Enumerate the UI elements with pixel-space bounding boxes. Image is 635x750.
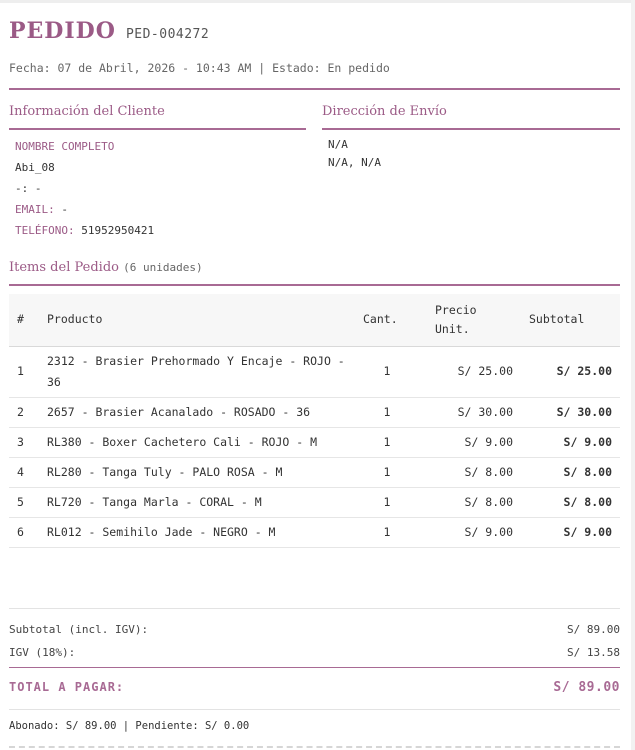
shipping-info <box>328 136 381 172</box>
row-product: RL380 - Boxer Cachetero Cali - ROJO - M <box>43 427 351 457</box>
row-price: S/ 8.00 <box>423 457 517 487</box>
row-price: S/ 30.00 <box>423 397 517 427</box>
total-value: S/ 89.00 <box>553 680 620 695</box>
row-subtotal: S/ 9.00 <box>517 427 620 457</box>
subtotal-value: S/ 89.00 <box>567 623 620 636</box>
order-id: PED-004272 <box>125 27 210 42</box>
shipping-section-title: Dirección de Envío <box>322 104 447 119</box>
col-product-header: Producto <box>47 312 103 327</box>
col-subtotal-header: Subtotal <box>529 312 585 327</box>
table-row <box>9 457 620 487</box>
phone-label: TELÉFONO: <box>15 224 75 237</box>
customer-info <box>15 136 154 241</box>
row-qty: 1 <box>351 457 423 487</box>
items-divider <box>9 284 620 286</box>
igv-label: IGV (18%): <box>9 646 76 659</box>
row-num: 3 <box>9 427 43 457</box>
table-row <box>9 346 620 397</box>
header-divider <box>9 88 620 90</box>
items-count: (6 unidades) <box>123 261 203 274</box>
order-meta: Fecha: 07 de Abril, 2026 - 10:43 AM | Estado: En pedido <box>9 61 390 75</box>
document-header <box>9 18 619 44</box>
row-product: RL280 - Tanga Tuly - PALO ROSA - M <box>43 457 351 487</box>
customer-divider <box>9 128 306 130</box>
items-title-text: Items del Pedido <box>9 260 119 275</box>
page-title: PEDIDO <box>9 18 116 44</box>
table-row <box>9 397 620 427</box>
row-subtotal: S/ 8.00 <box>517 487 620 517</box>
items-table <box>9 294 620 548</box>
customer-name-value: Abi_08 <box>15 161 55 174</box>
right-border <box>631 0 635 750</box>
row-num: 4 <box>9 457 43 487</box>
subtotal-label: Subtotal (incl. IGV): <box>9 623 149 636</box>
customer-document: -: - <box>15 182 42 195</box>
table-row <box>9 487 620 517</box>
grand-total-row <box>9 680 620 695</box>
customer-phone <box>15 220 154 241</box>
shipping-line-1: N/A <box>328 138 348 151</box>
row-price: S/ 9.00 <box>423 517 517 547</box>
row-price: S/ 25.00 <box>423 346 517 397</box>
total-divider <box>9 667 620 668</box>
row-subtotal: S/ 9.00 <box>517 517 620 547</box>
row-qty: 1 <box>351 346 423 397</box>
row-qty: 1 <box>351 487 423 517</box>
row-qty: 1 <box>351 397 423 427</box>
items-section-title <box>9 260 203 275</box>
row-num: 1 <box>9 346 43 397</box>
shipping-divider <box>322 128 620 130</box>
shipping-line-2: N/A, N/A <box>328 156 381 169</box>
row-product: RL012 - Semihilo Jade - NEGRO - M <box>43 517 351 547</box>
row-qty: 1 <box>351 517 423 547</box>
email-label: EMAIL: <box>15 203 55 216</box>
row-product: RL720 - Tanga Marla - CORAL - M <box>43 487 351 517</box>
row-num: 2 <box>9 397 43 427</box>
row-qty: 1 <box>351 427 423 457</box>
top-border <box>0 0 635 3</box>
row-subtotal: S/ 8.00 <box>517 457 620 487</box>
payment-divider <box>9 709 620 710</box>
total-label: TOTAL A PAGAR: <box>9 680 125 694</box>
customer-name-label: NOMBRE COMPLETO <box>15 140 115 153</box>
row-product: 2657 - Brasier Acanalado - ROSADO - 36 <box>43 397 351 427</box>
table-row <box>9 427 620 457</box>
row-subtotal: S/ 25.00 <box>517 346 620 397</box>
row-num: 6 <box>9 517 43 547</box>
igv-row <box>9 646 620 659</box>
subtotal-row <box>9 623 620 636</box>
row-price: S/ 8.00 <box>423 487 517 517</box>
phone-value: 51952950421 <box>81 224 155 237</box>
customer-section-title: Información del Cliente <box>9 104 165 119</box>
totals-divider <box>9 608 620 609</box>
customer-email <box>15 199 154 220</box>
table-header-row <box>9 294 620 346</box>
email-value: - <box>61 203 68 216</box>
table-row <box>9 517 620 547</box>
col-qty-header: Cant. <box>363 312 398 327</box>
dashed-cut-line <box>9 746 620 748</box>
col-num-header: # <box>17 312 24 327</box>
row-price: S/ 9.00 <box>423 427 517 457</box>
igv-value: S/ 13.58 <box>567 646 620 659</box>
payment-note: Abonado: S/ 89.00 | Pendiente: S/ 0.00 <box>9 720 250 732</box>
row-product: 2312 - Brasier Prehormado Y Encaje - ROJO - 36 <box>43 346 351 397</box>
row-num: 5 <box>9 487 43 517</box>
col-price-header: Precio Unit. <box>435 302 477 336</box>
row-subtotal: S/ 30.00 <box>517 397 620 427</box>
